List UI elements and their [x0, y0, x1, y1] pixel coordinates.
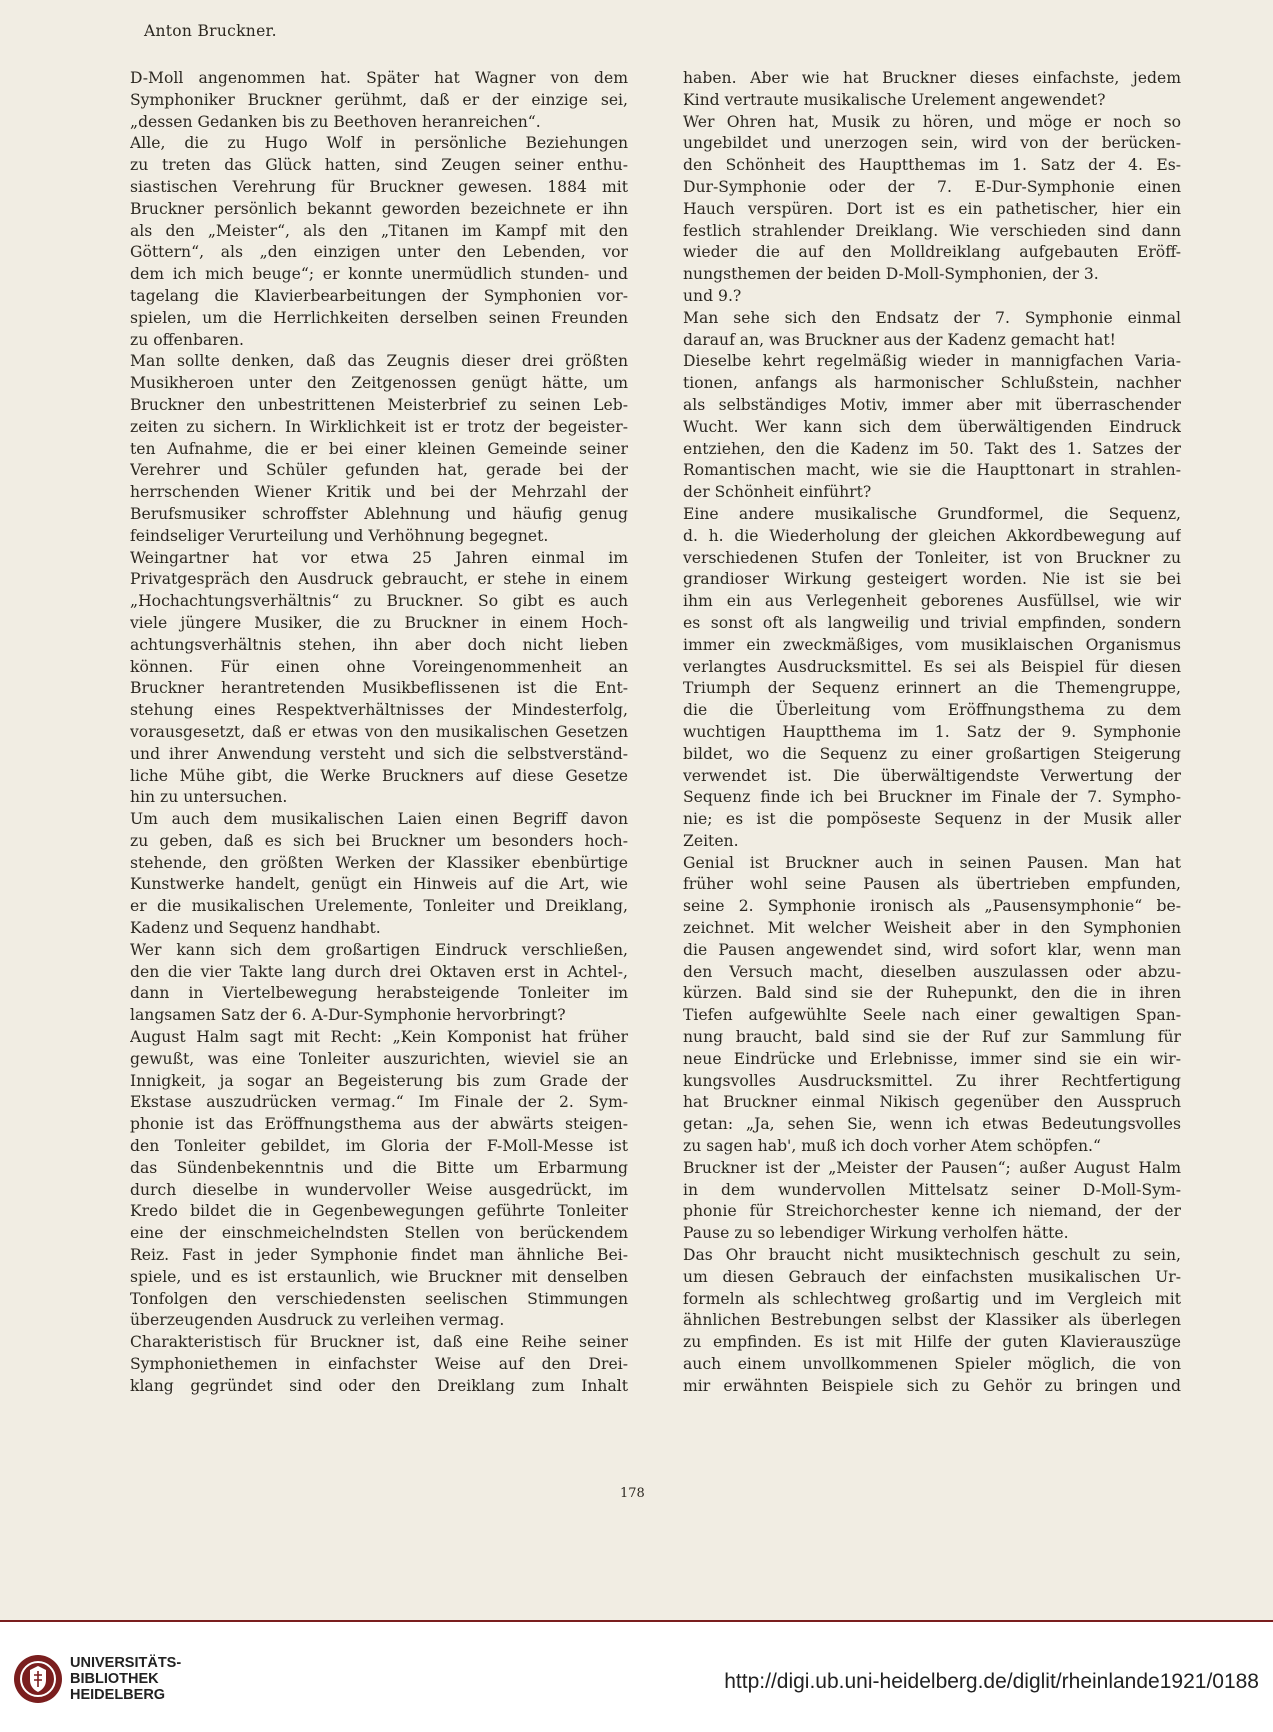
text-line: Bruckner herantretenden Musikbeflissenen ist die Ent- [130, 679, 628, 698]
text-line: spiele, und es ist erstaunlich, wie Bruckner mit denselben [130, 1267, 628, 1286]
text-line: das Sündenbekenntnis und die Bitte um Erbarmung [130, 1158, 628, 1177]
text-line: zeichnet. Mit welcher Weisheit aber in den Symphonien [683, 919, 1181, 938]
text-line: gewußt, was eine Tonleiter auszurichten, wieviel sie an [130, 1049, 628, 1068]
page-number: 178 [620, 1486, 645, 1501]
text-line: Sequenz finde ich bei Bruckner im Finale der 7. Sympho- [683, 788, 1181, 807]
text-line: Um auch dem musikalischen Laien einen Begriff davon [130, 810, 628, 829]
text-line: können. Für einen ohne Voreingenommenheit an [130, 657, 628, 676]
text-line: grandioser Wirkung gesteigert worden. Nie ist sie bei [683, 570, 1181, 589]
text-line: neue Eindrücke und Erlebnisse, immer sind sie ein wir- [683, 1049, 1181, 1068]
text-line: Ekstase auszudrücken vermag.“ Im Finale der 2. Sym- [130, 1093, 628, 1112]
text-line: Dieselbe kehrt regelmäßig wieder in mannigfachen Varia- [683, 352, 1181, 371]
text-line: Innigkeit, ja sogar an Begeisterung bis zum Grade der [130, 1071, 628, 1090]
text-line: Hauch verspüren. Dort ist es ein pathetischer, hier ein [683, 199, 1181, 218]
text-line: hin zu untersuchen. [130, 788, 288, 807]
text-line: zeiten zu sichern. In Wirklichkeit ist er trotz der begeister- [130, 417, 628, 436]
source-url[interactable]: http://digi.ub.uni-heidelberg.de/diglit/rheinlande1921/0188 [724, 1670, 1259, 1693]
library-name-line: BIBLIOTHEK [70, 1671, 159, 1687]
text-line: tionen, anfangs als harmonischer Schlußstein, nachher [683, 374, 1181, 393]
text-line: Göttern“, als „den einzigen unter den Lebenden, vor [130, 243, 628, 262]
text-line: den Versuch macht, dieselben auszulassen oder abzu- [683, 962, 1181, 981]
text-line: Tiefen aufgewühlte Seele nach einer gewaltigen Span- [683, 1006, 1181, 1025]
text-line: phonie für Streichorchester kenne ich niemand, der der [683, 1202, 1181, 1221]
text-line: Triumph der Sequenz erinnert an die Themengruppe, [683, 679, 1181, 698]
text-line: Symphoniethemen in einfachster Weise auf den Drei- [130, 1355, 628, 1374]
text-line: Bruckner den unbestrittenen Meisterbrief zu seinen Leb- [130, 395, 628, 414]
left-column [130, 68, 628, 1398]
text-line: Romantischen macht, wie sie die Haupttonart in strahlen- [683, 461, 1181, 480]
text-line: feindseliger Verurteilung und Verhöhnung begegnet. [130, 526, 549, 545]
text-line: es sonst oft als langweilig und trivial empfinden, sondern [683, 613, 1181, 632]
text-line: Man sehe sich den Endsatz der 7. Symphonie einmal [683, 308, 1181, 327]
text-line: früher wohl seine Pausen als übertrieben empfunden, [683, 875, 1181, 894]
right-column [683, 68, 1181, 1398]
text-line: der Schönheit einführt? [683, 483, 872, 502]
text-line: haben. Aber wie hat Bruckner dieses einfachste, jedem [683, 69, 1181, 87]
text-line: Bruckner ist der „Meister der Pausen“; außer August Halm [683, 1158, 1181, 1177]
text-line: klang gegründet sind oder den Dreiklang zum Inhalt [130, 1376, 628, 1395]
text-line: ihm ein aus Verlegenheit geborenes Ausfüllsel, wie wir [683, 592, 1181, 611]
text-line: achtungsverhältnis stehen, ihn aber doch nicht lieben [130, 635, 628, 654]
text-line: Kind vertraute musikalische Urelement angewendet? [683, 90, 1106, 109]
text-line: Weingartner hat vor etwa 25 Jahren einmal im [130, 548, 628, 567]
text-line: Eine andere musikalische Grundformel, die Sequenz, [683, 504, 1181, 523]
text-line: Alle, die zu Hugo Wolf in persönliche Beziehungen [130, 134, 628, 153]
text-line: vorausgesetzt, daß er etwas von den musikalischen Gesetzen [130, 722, 628, 741]
text-line: den die vier Takte lang durch drei Oktaven erst in Achtel-, [130, 962, 628, 981]
text-line: als den „Meister“, als den „Titanen im Kampf mit den [130, 221, 628, 240]
library-name-line: UNIVERSITÄTS- [70, 1655, 182, 1671]
text-line: Zeiten. [683, 831, 739, 850]
text-line: stehende, den größten Werken der Klassiker ebenbürtige [130, 853, 628, 872]
text-line: in dem wundervollen Mittelsatz seiner D-Moll-Sym- [683, 1180, 1181, 1199]
running-head: Anton Bruckner. [144, 22, 277, 40]
text-line: eine der einschmeichelndsten Stellen von berückendem [130, 1224, 628, 1243]
text-line: D-Moll angenommen hat. Später hat Wagner von dem [130, 69, 628, 87]
text-line: Man sollte denken, daß das Zeugnis dieser drei größten [130, 352, 628, 371]
text-line: wuchtigen Hauptthema im 1. Satz der 9. Symphonie [683, 722, 1181, 741]
text-line: bildet, wo die Sequenz zu einer großartigen Steigerung [683, 744, 1181, 763]
text-line: Wucht. Wer kann sich dem überwältigenden Eindruck [683, 417, 1181, 436]
text-line: nung braucht, bald sind sie der Ruf zur Sammlung für [683, 1028, 1181, 1047]
university-seal-icon [12, 1653, 64, 1705]
text-line: Kredo bildet die in Gegenbewegungen geführte Tonleiter [130, 1202, 628, 1221]
text-line: Verehrer und Schüler gefunden hat, gerade bei der [130, 461, 628, 480]
text-line: Kadenz und Sequenz handhabt. [130, 919, 381, 938]
text-line: Kunstwerke handelt, genügt ein Hinweis auf die Art, wie [130, 875, 628, 894]
text-line: verwendet ist. Die überwältigendste Verwertung der [683, 766, 1181, 785]
text-line: „Hochachtungsverhältnis“ zu Bruckner. So gibt es auch [130, 592, 628, 611]
text-line: liche Mühe gibt, die Werke Bruckners auf diese Gesetze [130, 766, 628, 785]
text-line: kürzen. Bald sind sie der Ruhepunkt, den die in ihren [683, 984, 1181, 1003]
text-line: verlangtes Ausdrucksmittel. Es sei als Beispiel für diesen [683, 657, 1181, 676]
text-line: Privatgespräch den Ausdruck gebraucht, er stehe in einem [130, 570, 628, 589]
text-line: Pause zu so lebendiger Wirkung verholfen hätte. [683, 1224, 1069, 1243]
text-line: Wer kann sich dem großartigen Eindruck verschließen, [130, 940, 628, 959]
text-line: die Pausen angewendet sind, wird sofort klar, wenn man [683, 940, 1181, 959]
text-line: um diesen Gebrauch der einfachsten musikalischen Ur- [683, 1267, 1181, 1286]
text-line: ähnlichen Bestrebungen selbst der Klassiker als überlegen [683, 1311, 1181, 1330]
text-line: ten Aufnahme, die er bei einer kleinen Gemeinde seiner [130, 439, 628, 458]
text-line: Berufsmusiker schroffster Ablehnung und häufig genug [130, 504, 628, 523]
text-line: viele jüngere Musiker, die zu Bruckner in einem Hoch- [130, 613, 628, 632]
text-line: siastischen Verehrung für Bruckner gewesen. 1884 mit [130, 177, 628, 196]
text-line: mir erwähnten Beispiele sich zu Gehör zu bringen und [683, 1376, 1181, 1395]
text-line: tagelang die Klavierbearbeitungen der Symphonien vor- [130, 286, 628, 305]
text-line: Charakteristisch für Bruckner ist, daß eine Reihe seiner [130, 1333, 628, 1352]
text-line: Bruckner persönlich bekannt geworden bezeichnete er ihn [130, 199, 628, 218]
text-line: auch einem unvollkommenen Spieler möglich, die von [683, 1355, 1181, 1374]
text-line: stehung eines Respektverhältnisses der Mindesterfolg, [130, 701, 628, 720]
text-line: kungsvolles Ausdrucksmittel. Zu ihrer Rechtfertigung [683, 1071, 1181, 1090]
text-line: und 9.? [683, 286, 742, 305]
text-line: die die Überleitung vom Eröffnungsthema zu dem [683, 701, 1181, 720]
text-line: langsamen Satz der 6. A-Dur-Symphonie hervorbringt? [130, 1006, 566, 1025]
footer-divider [0, 1620, 1273, 1622]
text-line: zu treten das Glück hatten, sind Zeugen seiner enthu- [130, 156, 628, 175]
text-line: zu sagen hab', muß ich doch vorher Atem schöpfen.“ [683, 1137, 1101, 1156]
text-line: ungebildet und unerzogen sein, wird von der berücken- [683, 134, 1181, 153]
text-line: dann in Viertelbewegung herabsteigende Tonleiter im [130, 984, 628, 1003]
text-line: überzeugenden Ausdruck zu verleihen vermag. [130, 1311, 505, 1330]
text-line: spielen, um die Herrlichkeiten derselben seinen Freunden [130, 308, 628, 327]
text-line: Das Ohr braucht nicht musiktechnisch geschult zu sein, [683, 1246, 1181, 1265]
text-line: seine 2. Symphonie ironisch als „Pausensymphonie“ be- [683, 897, 1181, 916]
text-line: formeln als schlechtweg großartig und im Vergleich mit [683, 1289, 1181, 1308]
footer-bar [0, 1620, 1273, 1732]
text-line: zu geben, daß es sich bei Bruckner um besonders hoch- [130, 831, 628, 850]
text-line: getan: „Ja, sehen Sie, wenn ich etwas Bedeutungsvolles [683, 1115, 1181, 1134]
text-line: d. h. die Wiederholung der gleichen Akkordbewegung auf [683, 526, 1181, 545]
text-line: er die musikalischen Urelemente, Tonleiter und Dreiklang, [130, 897, 628, 916]
text-line: zu empfinden. Es ist mit Hilfe der guten Klavierauszüge [683, 1333, 1181, 1352]
text-line: wieder die auf den Molldreiklang aufgebauten Eröff- [683, 243, 1181, 262]
text-line: als selbständiges Motiv, immer aber mit überraschender [683, 395, 1181, 414]
text-line: Tonfolgen den verschiedensten seelischen Stimmungen [130, 1289, 628, 1308]
text-line: festlich strahlender Dreiklang. Wie verschieden sind dann [683, 221, 1181, 240]
text-line: herrschenden Wiener Kritik und bei der Mehrzahl der [130, 483, 628, 502]
text-line: Genial ist Bruckner auch in seinen Pausen. Man hat [683, 853, 1181, 872]
text-line: nie; es ist die pompöseste Sequenz in der Musik aller [683, 810, 1181, 829]
text-line: Wer Ohren hat, Musik zu hören, und möge er noch so [683, 112, 1181, 131]
text-line: phonie ist das Eröffnungsthema aus der abwärts steigen- [130, 1115, 628, 1134]
text-line: Dur-Symphonie oder der 7. E-Dur-Symphonie einen [683, 177, 1181, 196]
text-line: Symphoniker Bruckner gerühmt, daß er der einzige sei, [130, 90, 628, 109]
text-line: verschiedenen Stufen der Tonleiter, ist von Bruckner zu [683, 548, 1181, 567]
library-name [70, 1655, 181, 1703]
text-line: den Tonleiter gebildet, im Gloria der F-Moll-Messe ist [130, 1137, 628, 1156]
text-line: hat Bruckner einmal Nikisch gegenüber den Ausspruch [683, 1093, 1181, 1112]
text-line: August Halm sagt mit Recht: „Kein Komponist hat früher [130, 1028, 628, 1047]
library-name-line: HEIDELBERG [70, 1687, 166, 1703]
text-line: und ihrer Anwendung versteht und sich die selbstverständ- [130, 744, 628, 763]
text-line: zu offenbaren. [130, 330, 244, 349]
text-line: durch dieselbe in wundervoller Weise ausgedrückt, im [130, 1180, 628, 1199]
text-line: nungsthemen der beiden D-Moll-Symphonien, der 3. [683, 265, 1099, 284]
text-line: Reiz. Fast in jeder Symphonie findet man ähnliche Bei- [130, 1246, 628, 1265]
text-line: Musikheroen unter den Zeitgenossen genügt hätte, um [130, 374, 628, 393]
text-line: dem ich mich beuge“; er konnte unermüdlich stunden- und [130, 265, 628, 284]
text-line: den Schönheit des Hauptthemas im 1. Satz der 4. Es- [683, 156, 1181, 175]
text-line: immer ein zweckmäßiges, vom musiklaischen Organismus [683, 635, 1181, 654]
text-line: darauf an, was Bruckner aus der Kadenz gemacht hat! [683, 330, 1116, 349]
text-line: entziehen, den die Kadenz im 50. Takt des 1. Satzes der [683, 439, 1181, 458]
text-line: „dessen Gedanken bis zu Beethoven heranreichen“. [130, 112, 541, 131]
